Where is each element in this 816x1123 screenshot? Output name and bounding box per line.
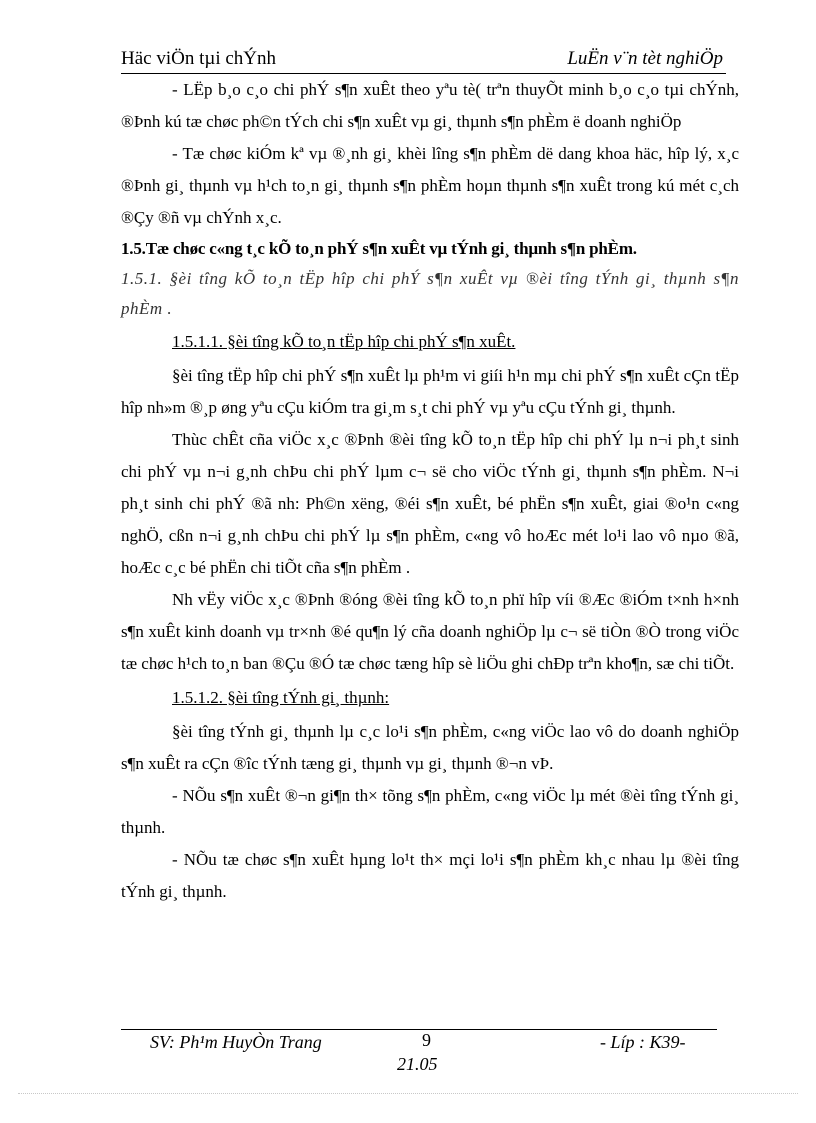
paragraph-6: §èi tîng tÝnh gi¸ thµnh lµ c¸c lo¹i s¶n phÈm, c«ng viÖc lao vô do doanh nghiÖp s¶n xuÊt ra cÇn ®îc tÝnh tæng gi¸ thµnh vµ gi¸ thµnh ®¬n vÞ. bbox=[121, 722, 739, 773]
page-bottom-border bbox=[18, 1093, 798, 1094]
footer-class: - Líp : K39- bbox=[600, 1032, 686, 1052]
section-heading: 1.5.Tæ chøc c«ng t¸c kÕ to¸n phÝ s¶n xuÊt vµ tÝnh gi¸ thµnh s¶n phÈm. bbox=[121, 239, 637, 258]
paragraph-7: - NÕu s¶n xuÊt ®¬n gi¶n th× tõng s¶n phÈm, c«ng viÖc lµ mét ®èi tîng tÝnh gi¸ thµnh. bbox=[121, 786, 739, 837]
subsubsection-heading-2-text: 1.5.1.2. §èi tîng tÝnh gi¸ thµnh: bbox=[172, 688, 390, 707]
header-school: Häc viÖn tµi chÝnh bbox=[121, 48, 276, 69]
footer-divider bbox=[121, 1029, 717, 1030]
header-title: LuËn v¨n tèt nghiÖp bbox=[567, 48, 723, 69]
paragraph-2: - Tæ chøc kiÓm kª vµ ®¸nh gi¸ khèi lîng s¶n phÈm dë dang khoa häc, hîp lý, x¸c ®Þnh gi¸ thµnh vµ h¹ch to¸n gi¸ thµnh s¶n phÈm hoµn thµnh s¶n xuÊt trong kú mét c¸ch ®Çy ®ñ vµ chÝnh x¸c. bbox=[121, 144, 739, 227]
footer-student-name: SV: Ph¹m HuyÒn Trang bbox=[150, 1032, 322, 1052]
subsubsection-heading-1 bbox=[121, 324, 739, 360]
subsubsection-heading-2 bbox=[121, 680, 739, 716]
page-body bbox=[121, 74, 739, 908]
paragraph-8: - NÕu tæ chøc s¶n xuÊt hµng lo¹t th× mçi lo¹i s¶n phÈm kh¸c nhau lµ ®èi tîng tÝnh gi¸ thµnh. bbox=[121, 850, 739, 901]
footer-class-suffix: 21.05 bbox=[397, 1054, 438, 1074]
paragraph-3: §èi tîng tËp hîp chi phÝ s¶n xuÊt lµ ph¹m vi giíi h¹n mµ chi phÝ s¶n xuÊt cÇn tËp hîp nh»m ®¸p øng yªu cÇu kiÓm tra gi¸m s¸t chi phÝ vµ yªu cÇu tÝnh gi¸ thµnh. bbox=[121, 366, 739, 417]
paragraph-5: Nh vËy viÖc x¸c ®Þnh ®óng ®èi tîng kÕ to¸n phï hîp víi ®Æc ®iÓm t×nh h×nh s¶n xuÊt kinh doanh vµ tr×nh ®é qu¶n lý cña doanh nghiÖp lµ c¬ së tiÒn ®Ò trong viÖc tæ chøc h¹ch to¸n ban ®Çu ®Ó tæ chøc tæng hîp sè liÖu ghi chÐp trªn kho¶n, sæ chi tiÕt. bbox=[121, 590, 739, 673]
subsubsection-heading-1-text: 1.5.1.1. §èi tîng kÕ to¸n tËp hîp chi phÝ s¶n xuÊt. bbox=[172, 332, 516, 351]
page-number: 9 bbox=[422, 1030, 431, 1050]
paragraph-1: - LËp b¸o c¸o chi phÝ s¶n xuÊt theo yªu tè( trªn thuyÕt minh b¸o c¸o tµi chÝnh, ®Þnh kú tæ chøc ph©n tÝch chi s¶n xuÊt vµ gi¸ thµnh s¶n phÈm ë doanh nghiÖp bbox=[121, 80, 739, 131]
paragraph-4: Thùc chÊt cña viÖc x¸c ®Þnh ®èi tîng kÕ to¸n tËp hîp chi phÝ lµ n¬i ph¸t sinh chi phÝ vµ n¬i g¸nh chÞu chi phÝ lµm c¬ së cho viÖc tÝnh gi¸ thµnh s¶n phÈm. N¬i ph¸t sinh chi phÝ ®ã nh: Ph©n xëng, ®éi s¶n xuÊt, bé phËn s¶n xuÊt, giai ®o¹n c«ng nghÖ, cßn n¬i g¸nh chÞu chi phÝ lµ s¶n phÈm, c«ng vô hoÆc mét lo¹i lao vô nµo ®ã, hoÆc c¸c bé phËn chi tiÕt cña s¶n phÈm . bbox=[121, 430, 739, 577]
subsection-heading: 1.5.1. §èi tîng kÕ to¸n tËp hîp chi phÝ s¶n xuÊt vµ ®èi tîng tÝnh gi¸ thµnh s¶n phÈm . bbox=[121, 269, 739, 318]
